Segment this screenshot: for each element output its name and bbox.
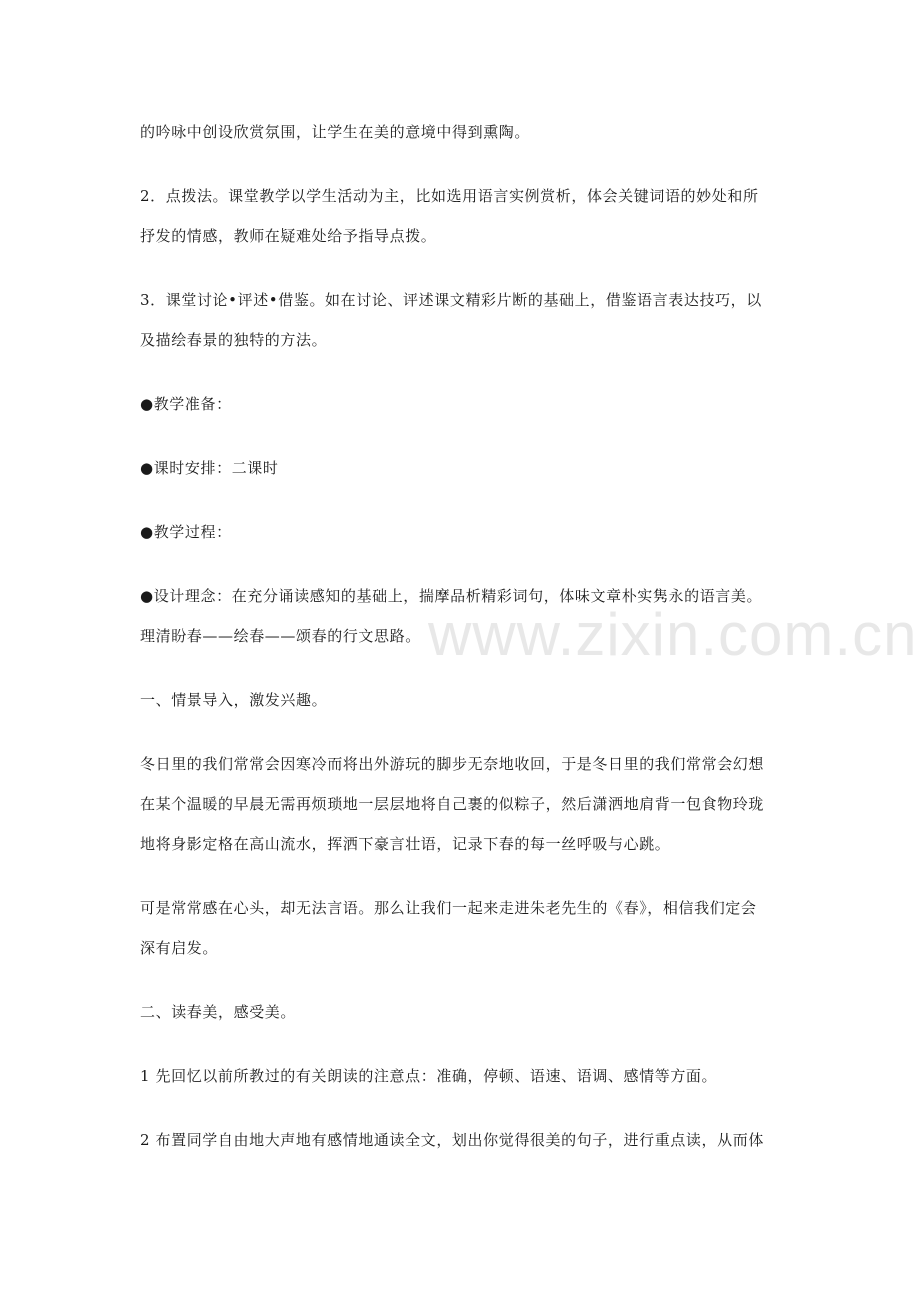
- section-heading: 二、读春美，感受美。: [140, 1003, 297, 1021]
- text-line: 抒发的情感，教师在疑难处给予指导点拨。: [140, 227, 437, 245]
- section-heading: ●教学过程：: [140, 523, 232, 541]
- text-line: 理清盼春——绘春——颂春的行文思路。: [140, 627, 421, 645]
- section-heading: ●课时安排：二课时: [140, 459, 279, 477]
- text-line: 2 布置同学自由地大声地有感情地通读全文，划出你觉得很美的句子，进行重点读，从而体: [140, 1131, 764, 1149]
- text-line: 地将身影定格在高山流水，挥洒下豪言壮语，记录下春的每一丝呼吸与心跳。: [140, 835, 671, 853]
- text-line: 可是常常感在心头，却无法言语。那么让我们一起来走进朱老先生的《春》，相信我们定会: [140, 899, 757, 917]
- text-line: 2．点拨法。课堂教学以学生活动为主，比如选用语言实例赏析，体会关键词语的妙处和所: [140, 187, 759, 205]
- text-line: 3．课堂讨论•评述•借鉴。如在讨论、评述课文精彩片断的基础上，借鉴语言表达技巧，以: [140, 291, 762, 309]
- text-line: 及描绘春景的独特的方法。: [140, 331, 328, 349]
- text-line: 深有启发。: [140, 939, 219, 957]
- section-heading: 一、情景导入，激发兴趣。: [140, 691, 328, 709]
- section-heading: ●教学准备：: [140, 395, 232, 413]
- text-line: 在某个温暖的早晨无需再烦琐地一层层地将自己裹的似粽子，然后潇洒地肩背一包食物玲珑: [140, 795, 765, 813]
- text-line: 1 先回忆以前所教过的有关朗读的注意点：准确，停顿、语速、语调、感情等方面。: [140, 1067, 718, 1085]
- watermark: www.zixin.com.cn: [428, 601, 918, 668]
- text-line: 冬日里的我们常常会因寒冷而将出外游玩的脚步无奈地收回，于是冬日里的我们常常会幻想: [140, 755, 765, 773]
- text-line: 的吟咏中创设欣赏氛围，让学生在美的意境中得到熏陶。: [140, 123, 531, 141]
- text-line: ●设计理念：在充分诵读感知的基础上，揣摩品析精彩词句，体味文章朴实隽永的语言美。: [140, 587, 763, 605]
